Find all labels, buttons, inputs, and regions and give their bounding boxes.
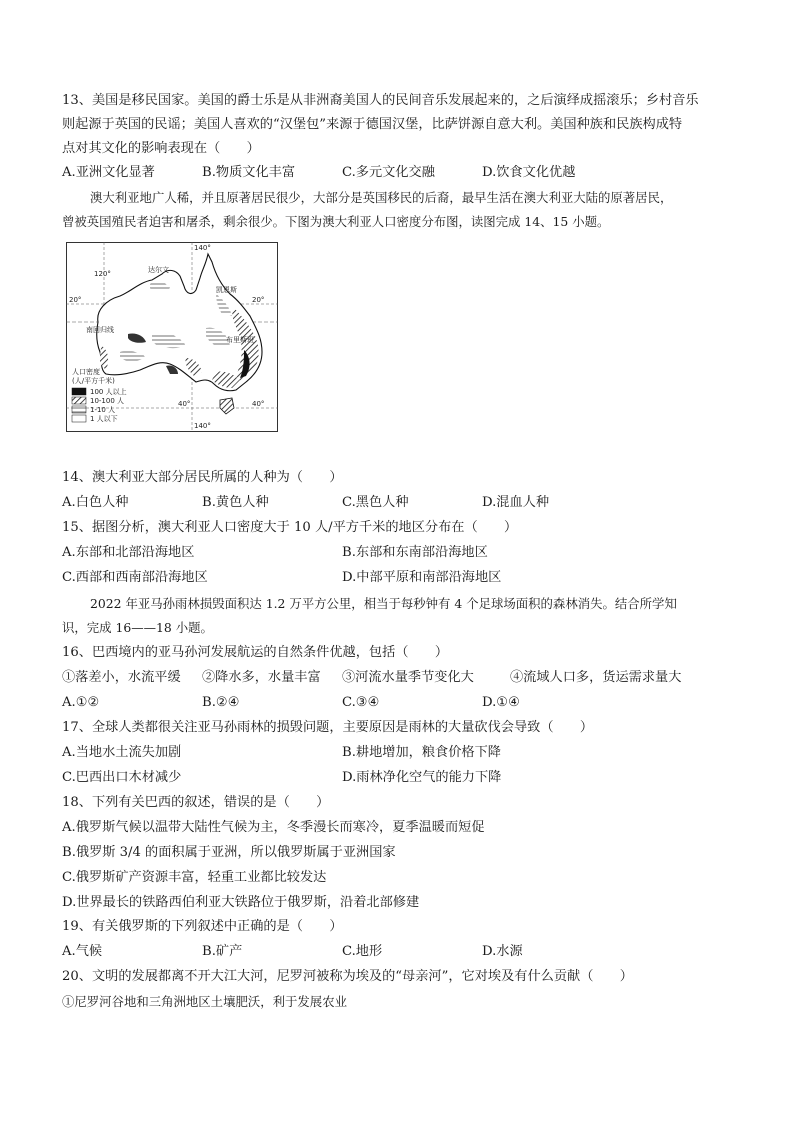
q15-stem: 15、据图分析，澳大利亚人口密度大于 10 人/平方千米的地区分布在（ ） [62, 520, 518, 535]
map-label-lon140-top: 140° [194, 244, 211, 252]
map-label-lat20-left: 20° [69, 296, 82, 304]
map-label-lat40-right: 40° [252, 400, 265, 408]
passage1-line1: 澳大利亚地广人稀，并且原著居民很少，大部分是英国移民的后裔，最早生活在澳大利亚大陆的原著居民， [90, 190, 673, 205]
q16-item-1: ①落差小，水流平缓 [62, 670, 181, 685]
q18-option-d: D.世界最长的铁路西伯利亚大铁路位于俄罗斯，沿着北部修建 [62, 895, 420, 910]
legend-swatch-10-100 [72, 397, 86, 404]
q16-item-2: ②降水多，水量丰富 [202, 670, 321, 685]
q16-item-4: ④流域人口多，货运需求量大 [510, 670, 682, 685]
legend-label-100plus: 100 人以上 [90, 388, 127, 396]
legend-swatch-100plus [72, 388, 86, 395]
q15-option-b: B.东部和东南部沿海地区 [342, 545, 488, 560]
q14-option-c: C.黑色人种 [342, 495, 409, 510]
legend-label-1-10: 1-10 人 [90, 406, 116, 414]
q18-option-a: A.俄罗斯气候以温带大陆性气候为主，冬季漫长而寒冷，夏季温暖而短促 [62, 820, 485, 835]
q13-stem-line2: 则起源于英国的民谣；美国人喜欢的“汉堡包”来源于德国汉堡，比萨饼源自意大利。美国种族和民族构成特 [62, 117, 683, 132]
q13-stem-line3: 点对其文化的影响表现在（ ） [62, 141, 260, 156]
legend-title-1: 人口密度 [72, 368, 100, 376]
map-label-brisbane: 布里斯班 [226, 336, 254, 344]
q19-option-a: A.气候 [62, 944, 103, 959]
passage2-line2: 识，完成 16——18 小题。 [62, 620, 213, 635]
q17-option-c: C.巴西出口木材减少 [62, 770, 182, 785]
q13-option-b: B.物质文化丰富 [202, 165, 296, 180]
q19-option-d: D.水源 [482, 944, 523, 959]
legend-label-10-100: 10-100 人 [90, 397, 125, 405]
q13-option-c: C.多元文化交融 [342, 165, 435, 180]
q19-option-b: B.矿产 [202, 944, 243, 959]
q18-option-b: B.俄罗斯 3/4 的面积属于亚洲，所以俄罗斯属于亚洲国家 [62, 845, 396, 860]
map-label-lat40-left: 40° [178, 400, 191, 408]
map-label-lon140-bottom: 140° [194, 422, 211, 430]
australia-population-map [66, 242, 278, 432]
map-label-lon120: 120° [94, 270, 111, 278]
q14-stem: 14、澳大利亚大部分居民所属的人种为（ ） [62, 470, 343, 485]
q14-option-d: D.混血人种 [482, 495, 550, 510]
q14-option-b: B.黄色人种 [202, 495, 269, 510]
map-label-lat20-right: 20° [252, 296, 265, 304]
legend-swatch-1-10 [72, 406, 86, 413]
legend-swatch-below1 [72, 415, 86, 422]
q19-stem: 19、有关俄罗斯的下列叙述中正确的是（ ） [62, 919, 343, 934]
q13-option-a: A.亚洲文化显著 [62, 165, 155, 180]
q16-option-b: B.②④ [202, 695, 240, 710]
map-label-tropic: 南回归线 [86, 326, 114, 334]
q16-stem: 16、巴西境内的亚马孙河发展航运的自然条件优越，包括（ ） [62, 645, 449, 660]
map-label-cairns: 凯恩斯 [216, 286, 237, 294]
q15-option-c: C.西部和西南部沿海地区 [62, 570, 208, 585]
q15-option-a: A.东部和北部沿海地区 [62, 545, 195, 560]
q16-option-c: C.③④ [342, 695, 380, 710]
q17-stem: 17、全球人类都很关注亚马孙雨林的损毁问题，主要原因是雨林的大量砍伐会导致（ ） [62, 720, 594, 735]
q16-option-a: A.①② [62, 695, 100, 710]
q17-option-a: A.当地水土流失加剧 [62, 745, 182, 760]
q16-option-d: D.①④ [482, 695, 520, 710]
q14-option-a: A.白色人种 [62, 495, 129, 510]
q19-option-c: C.地形 [342, 944, 383, 959]
q17-option-b: B.耕地增加，粮食价格下降 [342, 745, 501, 760]
map-figure [66, 242, 278, 432]
q20-item-1: ①尼罗河谷地和三角洲地区土壤肥沃，利于发展农业 [62, 994, 347, 1009]
q18-option-c: C.俄罗斯矿产资源丰富，轻重工业都比较发达 [62, 870, 327, 885]
q16-item-3: ③河流水量季节变化大 [342, 670, 474, 685]
q13-stem-line1: 13、美国是移民国家。美国的爵士乐是从非洲裔美国人的民间音乐发展起来的，之后演绎成摇滚乐；乡村音乐 [62, 93, 699, 108]
q20-stem: 20、文明的发展都离不开大江大河，尼罗河被称为埃及的“母亲河”，它对埃及有什么贡献（ ） [62, 969, 633, 984]
legend-title-2: (人/平方千米) [72, 377, 115, 385]
passage1-line2: 曾被英国殖民者迫害和屠杀，剩余很少。下图为澳大利亚人口密度分布图，读图完成 14、15 小题。 [62, 214, 610, 229]
q13-option-d: D.饮食文化优越 [482, 165, 576, 180]
map-label-darwin: 达尔文 [148, 266, 169, 274]
q15-option-d: D.中部平原和南部沿海地区 [342, 570, 502, 585]
passage2-line1: 2022 年亚马孙雨林损毁面积达 1.2 万平方公里，相当于每秒钟有 4 个足球场面积的森林消失。结合所学知 [90, 596, 677, 611]
legend-label-below1: 1 人以下 [90, 415, 118, 423]
q17-option-d: D.雨林净化空气的能力下降 [342, 770, 502, 785]
q18-stem: 18、下列有关巴西的叙述，错误的是（ ） [62, 795, 330, 810]
